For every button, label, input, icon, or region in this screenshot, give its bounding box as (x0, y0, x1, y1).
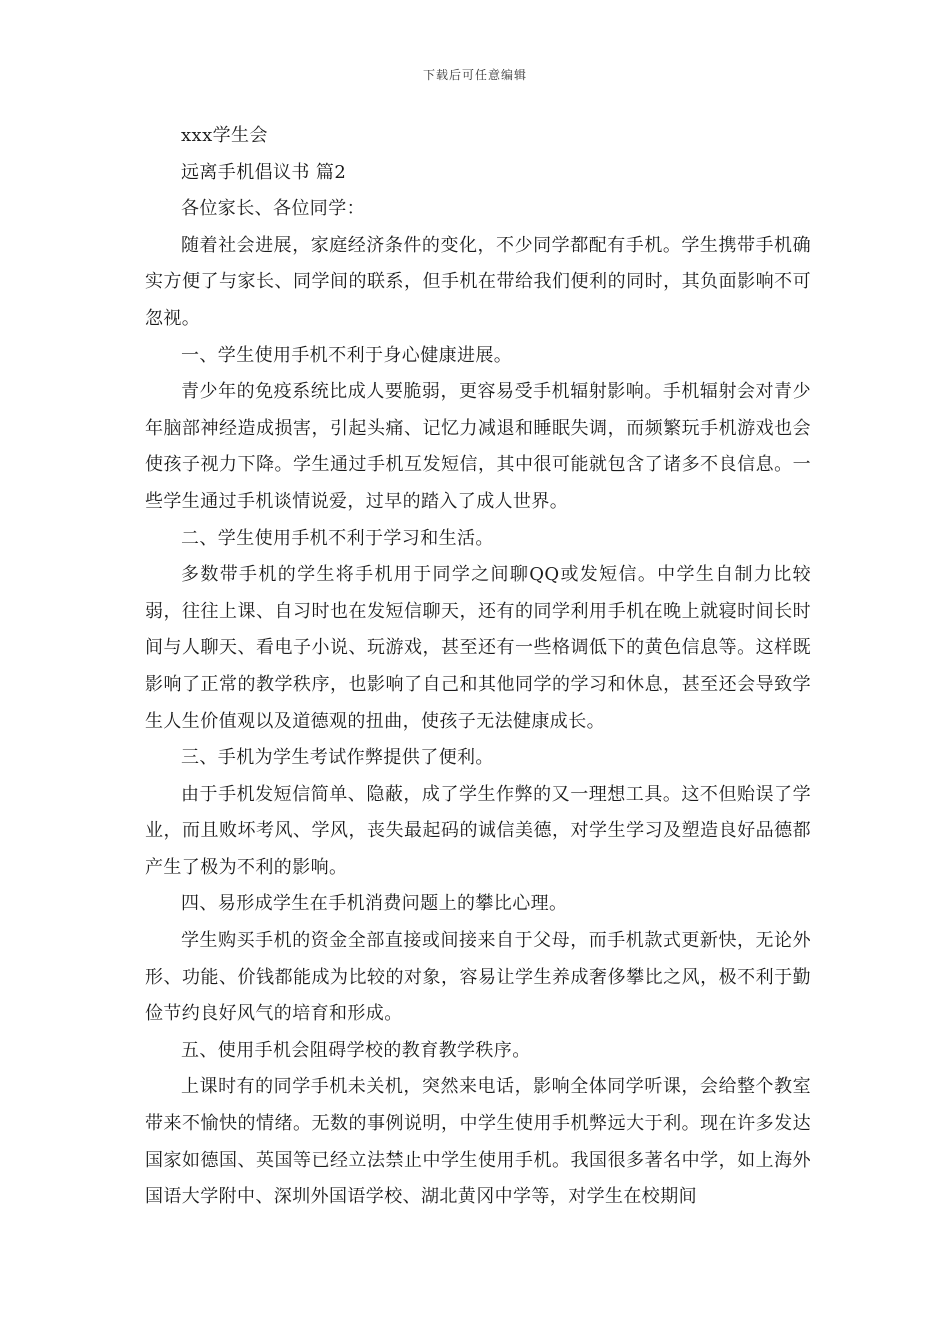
section-title: 远离手机倡议书 篇2 (181, 161, 347, 183)
point-5-heading: 五、使用手机会阻碍学校的教育教学秩序。 (181, 1039, 531, 1061)
point-1-heading: 一、学生使用手机不利于身心健康进展。 (181, 344, 513, 366)
point-1-body: 青少年的免疫系统比成人要脆弱，更容易受手机辐射影响。手机辐射会对青少年脑部神经造成损害，引起头痛、记忆力减退和睡眠失调，而频繁玩手机游戏也会使孩子视力下降。学生通过手机互发短信，其中很可能就包含了诸多不良信息。一些学生通过手机谈情说爱，过早的踏入了成人世界。 (145, 381, 811, 512)
point-4-heading: 四、易形成学生在手机消费问题上的攀比心理。 (181, 893, 568, 915)
signature-student-union: xxx学生会 (181, 125, 268, 146)
point-5-body: 上课时有的同学手机未关机，突然来电话，影响全体同学听课，会给整个教室带来不愉快的情绪。无数的事例说明，中学生使用手机弊远大于利。现在许多发达国家如德国、英国等已经立法禁止中学生使用手机。我国很多著名中学，如上海外国语大学附中、深圳外国语学校、湖北黄冈中学等，对学生在校期间 (145, 1076, 811, 1208)
point-4-body: 学生购买手机的资金全部直接或间接来自于父母，而手机款式更新快，无论外形、功能、价钱都能成为比较的对象，容易让学生养成奢侈攀比之风，极不利于勤俭节约良好风气的培育和形成。 (145, 930, 811, 1025)
page-header-note: 下载后可任意编辑 (422, 68, 527, 82)
point-3-heading: 三、手机为学生考试作弊提供了便利。 (181, 747, 494, 769)
point-2-heading: 二、学生使用手机不利于学习和生活。 (181, 527, 494, 549)
intro-paragraph: 随着社会进展，家庭经济条件的变化，不少同学都配有手机。学生携带手机确实方便了与家长、同学间的联系，但手机在带给我们便利的同时，其负面影响不可忽视。 (145, 234, 811, 329)
document-body (145, 118, 811, 1216)
point-3-body: 由于手机发短信简单、隐蔽，成了学生作弊的又一理想工具。这不但贻误了学业，而且败坏考风、学风，丧失最起码的诚信美德，对学生学习及塑造良好品德都产生了极为不利的影响。 (145, 783, 811, 878)
salutation: 各位家长、各位同学： (181, 198, 365, 220)
point-2-body: 多数带手机的学生将手机用于同学之间聊QQ或发短信。中学生自制力比较弱，往往上课、自习时也在发短信聊天，还有的同学利用手机在晚上就寝时间长时间与人聊天、看电子小说、玩游戏，甚至还有一些格调低下的黄色信息等。这样既影响了正常的教学秩序，也影响了自己和其他同学的学习和休息，甚至还会导致学生人生价值观以及道德观的扭曲，使孩子无法健康成长。 (145, 564, 811, 732)
